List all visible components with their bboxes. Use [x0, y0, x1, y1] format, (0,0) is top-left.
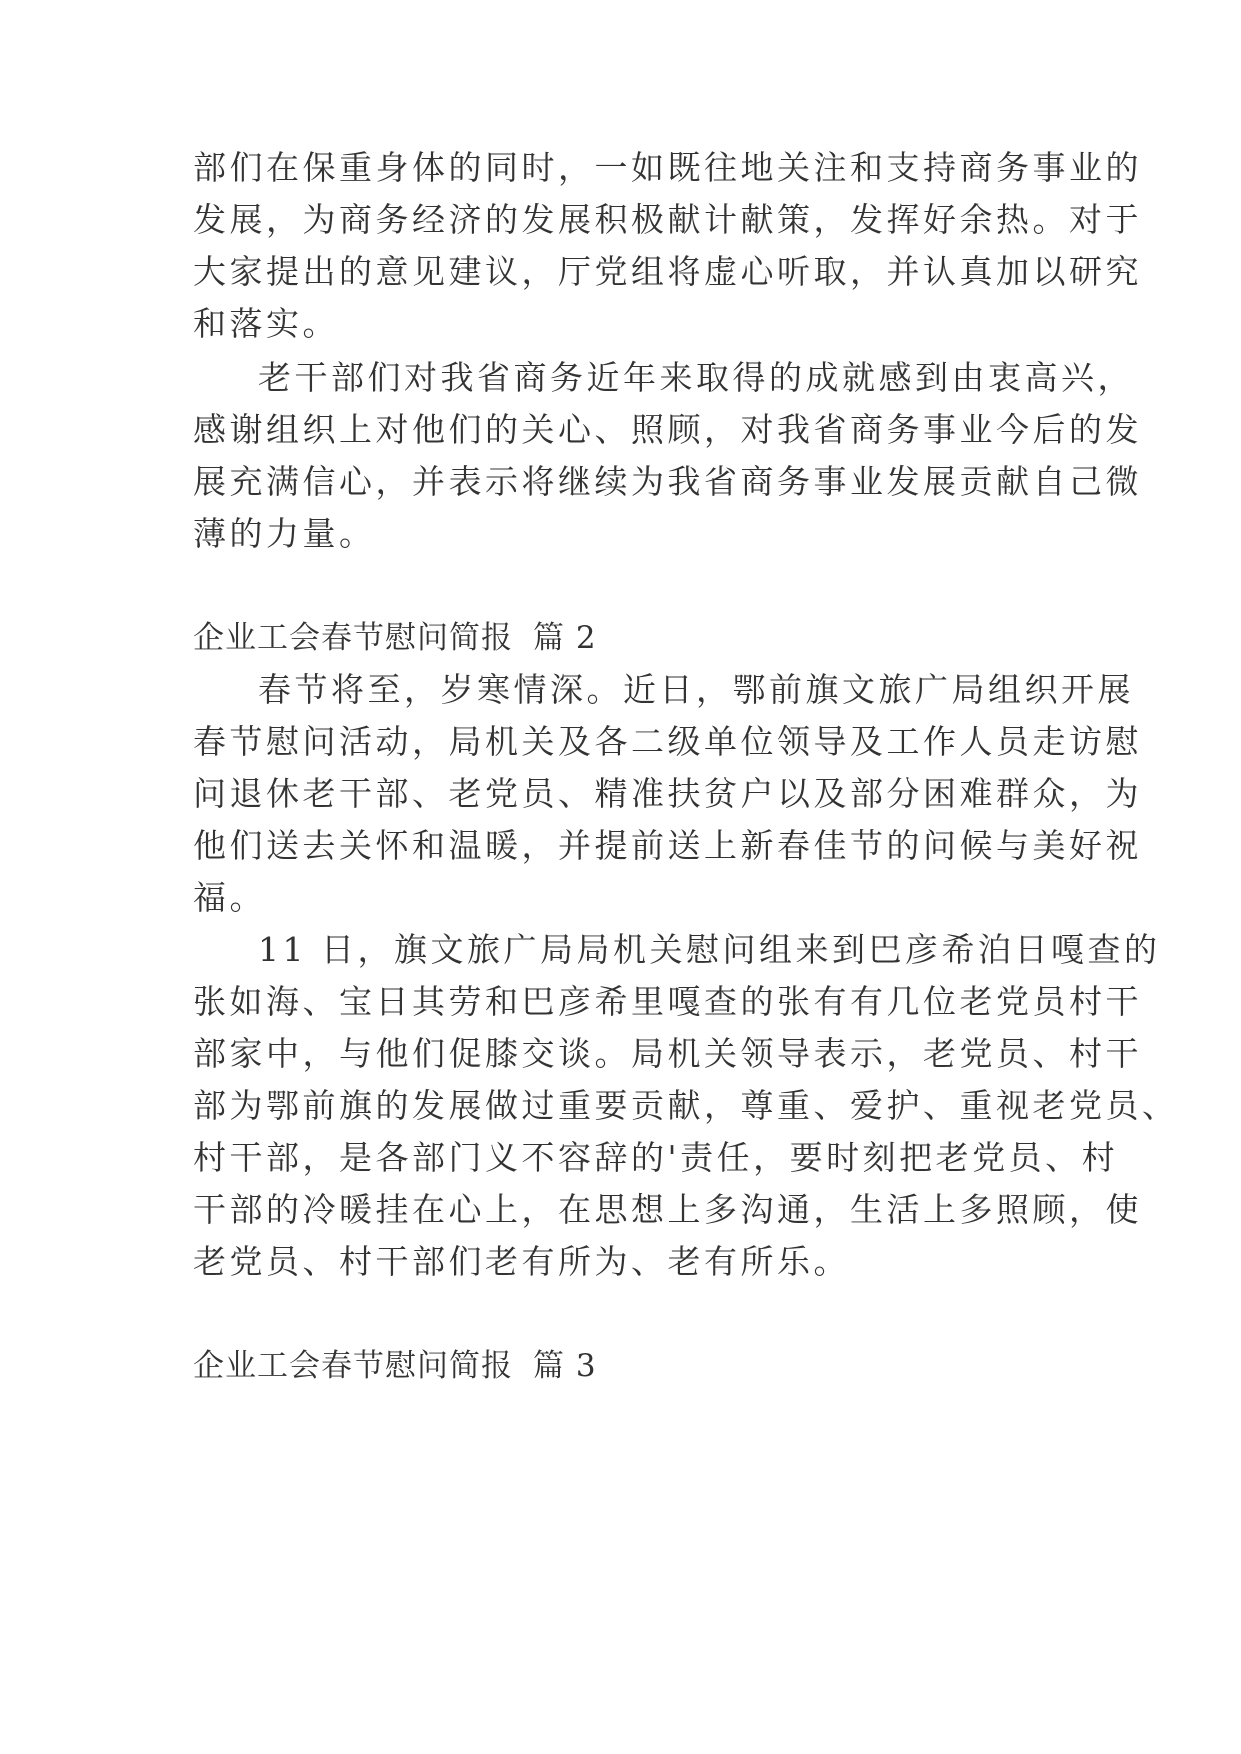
- paragraph-line: 展充满信心，并表示将继续为我省商务事业发展贡献自己微: [193, 462, 1142, 501]
- paragraph-line: 11 日，旗文旅广局局机关慰问组来到巴彦希泊日嘎查的: [258, 930, 1161, 969]
- paragraph-line: 老党员、村干部们老有所为、老有所乐。: [193, 1242, 850, 1281]
- paragraph-line: 张如海、宝日其劳和巴彦希里嘎查的张有有几位老党员村干: [193, 982, 1142, 1021]
- paragraph-line: 部们在保重身体的同时，一如既往地关注和支持商务事业的: [193, 148, 1142, 187]
- paragraph-line: 干部的冷暖挂在心上，在思想上多沟通，生活上多照顾，使: [193, 1190, 1142, 1229]
- section-tag: 篇 3: [533, 1348, 597, 1384]
- section-tag: 篇 2: [533, 620, 597, 656]
- paragraph-line: 部为鄂前旗的发展做过重要贡献，尊重、爱护、重视老党员、: [193, 1086, 1179, 1125]
- paragraph-line: 薄的力量。: [193, 514, 376, 553]
- paragraph-line: 春节将至，岁寒情深。近日，鄂前旗文旅广局组织开展: [258, 670, 1134, 709]
- paragraph-line: 发展，为商务经济的发展积极献计献策，发挥好余热。对于: [193, 200, 1142, 239]
- paragraph-line: 问退休老干部、老党员、精准扶贫户以及部分困难群众，为: [193, 774, 1142, 813]
- paragraph-line: 他们送去关怀和温暖，并提前送上新春佳节的问候与美好祝: [193, 826, 1142, 865]
- paragraph-line: 和落实。: [193, 304, 339, 343]
- section-title: 企业工会春节慰问简报: [193, 620, 513, 656]
- paragraph-line: 老干部们对我省商务近年来取得的成就感到由衷高兴，: [258, 358, 1134, 397]
- section-title: 企业工会春节慰问简报: [193, 1348, 513, 1384]
- paragraph-line: 感谢组织上对他们的关心、照顾，对我省商务事业今后的发: [193, 410, 1142, 449]
- paragraph-line: 村干部，是各部门义不容辞的'责任，要时刻把老党员、村: [193, 1138, 1119, 1177]
- paragraph-line: 部家中，与他们促膝交谈。局机关领导表示，老党员、村干: [193, 1034, 1142, 1073]
- section-heading: [193, 618, 597, 658]
- paragraph-line: 大家提出的意见建议，厅党组将虚心听取，并认真加以研究: [193, 252, 1142, 291]
- paragraph-line: 福。: [193, 878, 266, 917]
- section-heading: [193, 1346, 597, 1386]
- paragraph-line: 春节慰问活动，局机关及各二级单位领导及工作人员走访慰: [193, 722, 1142, 761]
